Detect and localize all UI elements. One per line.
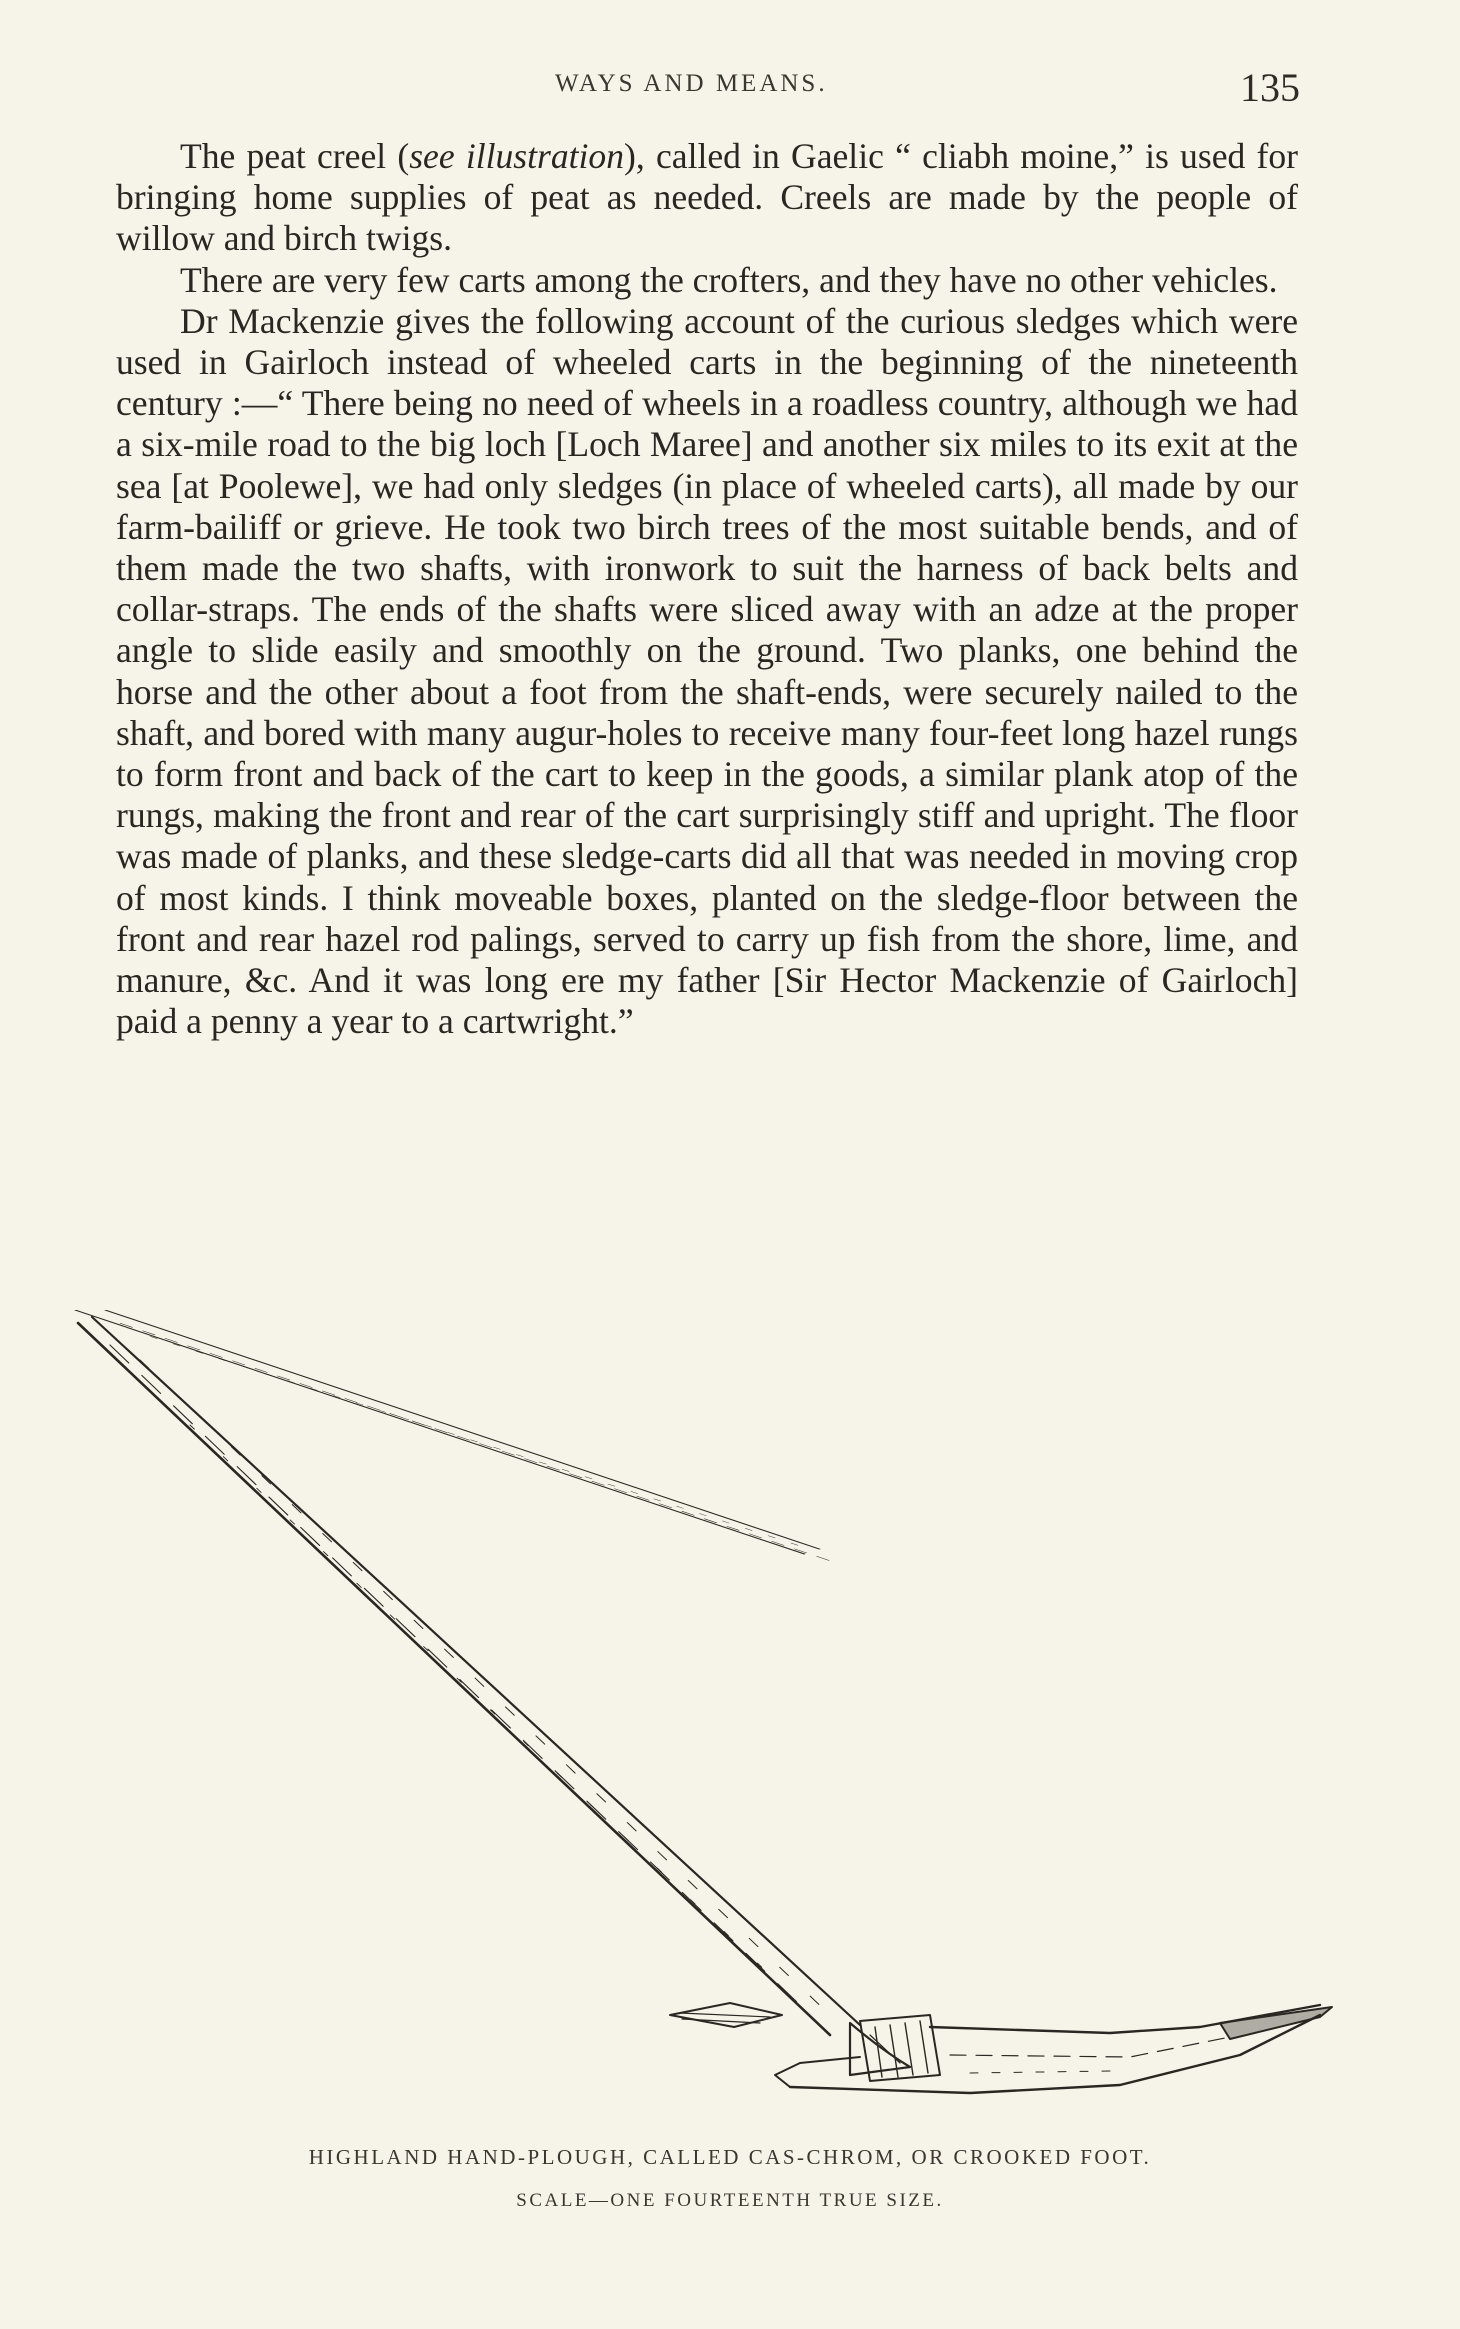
sole-heel bbox=[775, 2057, 860, 2087]
handle-upper-edge bbox=[78, 1323, 830, 2035]
paragraph-sledges: Dr Mackenzie gives the following account of the curious sledges which were used in Gairloch instead of wheeled carts in the beginning of the nineteenth century :—“ There being no need of wheels in a roadless country, although we had a six-mile road to the big loch [Loch Maree] and another six miles to its exit at the sea [at Poolewe], we had only sledges (in place of wheeled carts), all made by our farm-bailiff or grieve. He took two birch trees of the most suitable bends, and of them made the two shafts, with ironwork to suit the harness of back belts and collar-straps. The ends of the shafts were sliced away with an adze at the proper angle to slide easily and smoothly on the ground. Two planks, one behind the horse and the other about a foot from the shaft-ends, were securely nailed to the shaft, and bored with many augur-holes to receive many four-feet long hazel rungs to form front and back of the cart to keep in the goods, a similar plank atop of the rungs, making the front and rear of the cart surprisingly stiff and upright. The floor was made of planks, and these sledge-carts did all that was needed in moving crop of most kinds. I think moveable boxes, planted on the sledge-floor between the front and rear hazel rod palings, served to carry up fish from the shore, lime, and manure, &c. And it was long ere my father [Sir Hector Mackenzie of Gairloch] paid a penny a year to a cartwright.” bbox=[116, 300, 1298, 1042]
running-head: WAYS AND MEANS. bbox=[555, 70, 828, 97]
handle-grain-2 bbox=[140, 1360, 830, 2015]
paragraph-peat-creel bbox=[116, 136, 1298, 260]
paragraph-peat-creel-start: The peat creel ( bbox=[180, 136, 410, 176]
body-text bbox=[116, 136, 1298, 1042]
paragraph-carts: There are very few carts among the crofters, and they have no other vehicles. bbox=[180, 259, 1278, 300]
iron-tip bbox=[1220, 2007, 1332, 2039]
cas-chrom-drawing bbox=[70, 1315, 1350, 2115]
handle-grain-1 bbox=[110, 1345, 800, 2005]
page-number: 135 bbox=[1240, 65, 1300, 110]
figure-caption: HIGHLAND HAND-PLOUGH, CALLED CAS-CHROM, OR CROOKED FOOT. bbox=[308, 2145, 1152, 2169]
page-header bbox=[0, 62, 1460, 122]
see-illustration-reference: see illustration bbox=[409, 136, 625, 176]
figure-scale: SCALE—ONE FOURTEENTH TRUE SIZE. bbox=[516, 2190, 944, 2211]
paragraph-peat-creel-end: ), called in Gaelic “ cliabh moine,” is used for bringing home supplies of peat as needed. Creels are made by the people of willow and birch twigs. bbox=[116, 136, 1298, 259]
